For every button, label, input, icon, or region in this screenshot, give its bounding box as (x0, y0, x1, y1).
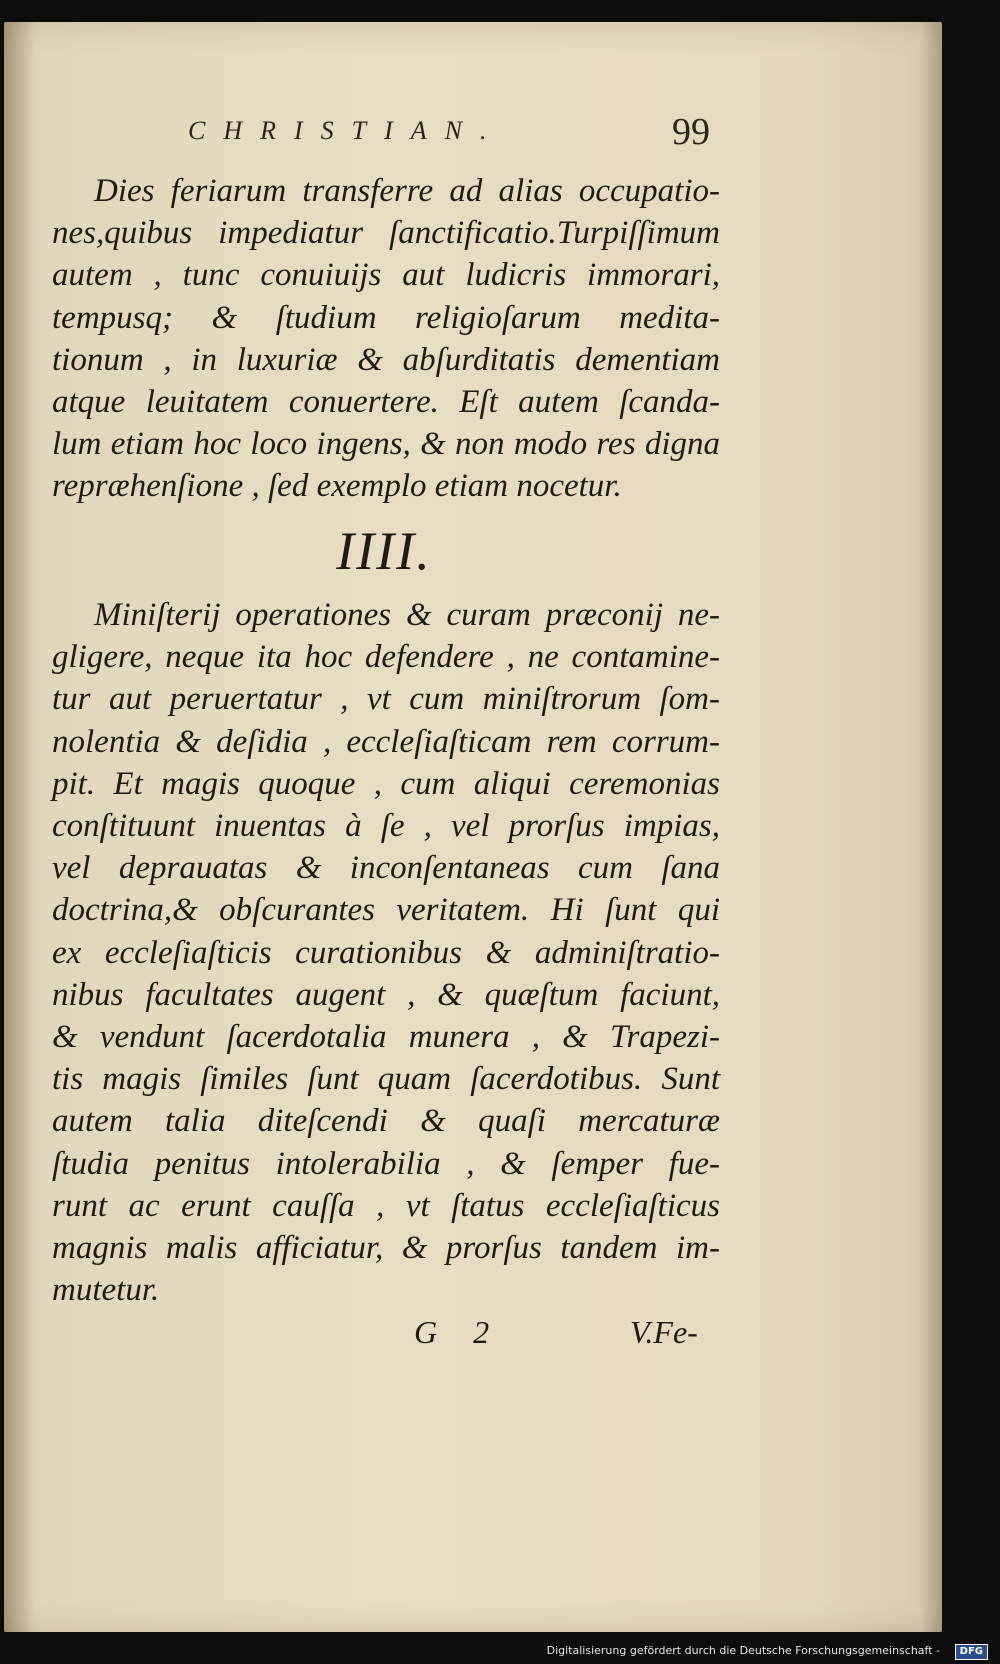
signature-mark: G 2 (414, 1314, 504, 1350)
text-line: tis magis ſimiles ſunt quam ſacerdotibus. Sunt (52, 1061, 720, 1098)
text-line: doctrina,& obſcurantes veritatem. Hi ſunt qui (52, 892, 720, 929)
catchword: V.Fe- (630, 1314, 698, 1350)
text-line: atque leuitatem conuertere. Eſt autem ſcanda- (52, 384, 720, 421)
text-line: tur aut peruertatur , vt cum miniſtrorum ſom- (52, 681, 720, 718)
text-line: autem , tunc conuiuijs aut ludicris immorari, (52, 257, 720, 294)
text-line: nibus facultates augent , & quæſtum faciunt, (52, 976, 720, 1013)
dfg-logo: DFG (955, 1644, 988, 1660)
section-heading: IIII. (336, 521, 432, 581)
gutter-shadow (4, 22, 34, 1632)
text-line: repræhenſione , ſed exemplo etiam nocetur. (52, 468, 622, 505)
text-line: conſtituunt inuentas à ſe , vel prorſus impias, (52, 808, 720, 845)
text-line: mutetur. (52, 1272, 160, 1309)
text-line: magnis malis afficiatur, & prorſus tandem im- (52, 1230, 720, 1267)
text-line: autem talia diteſcendi & quaſi mercaturæ (52, 1103, 720, 1140)
digitization-credit: Digitalisierung gefördert durch die Deutsche Forschungsgemeinschaft - (546, 1644, 940, 1657)
book-page (4, 22, 942, 1632)
text-line: gligere, neque ita hoc defendere , ne contamine- (52, 639, 720, 676)
text-line: nolentia & deſidia , eccleſiaſticam rem corrum- (52, 723, 720, 760)
paragraph-2 (52, 594, 720, 1311)
page-edge-shadow (920, 22, 942, 1632)
text-line: pit. Et magis quoque , cum aliqui ceremonias (52, 765, 720, 802)
text-line: tempusq; & ſtudium religioſarum medita- (52, 299, 720, 336)
text-line: lum etiam hoc loco ingens, & non modo res digna (52, 426, 720, 463)
text-line: tionum , in luxuriæ & abſurditatis dementiam (52, 341, 720, 378)
running-head: CHRISTIAN. (188, 116, 505, 145)
text-line: nes,quibus impediatur ſanctificatio.Turpiſſimum (52, 215, 720, 252)
text-line: Miniſterij operationes & curam præconij ne- (94, 597, 720, 633)
paragraph-1 (52, 170, 720, 508)
text-line: ſtudia penitus intolerabilia , & ſemper fue- (52, 1145, 720, 1182)
page-number: 99 (672, 111, 710, 153)
text-line: runt ac erunt cauſſa , vt ſtatus eccleſiaſticus (52, 1187, 720, 1224)
text-line: & vendunt ſacerdotalia munera , & Trapezi- (52, 1019, 720, 1056)
text-line: vel deprauatas & inconſentaneas cum ſana (52, 850, 720, 887)
text-line: ex eccleſiaſticis curationibus & adminiſtratio- (52, 934, 720, 971)
text-line: Dies feriarum transferre ad alias occupatio- (94, 173, 720, 209)
